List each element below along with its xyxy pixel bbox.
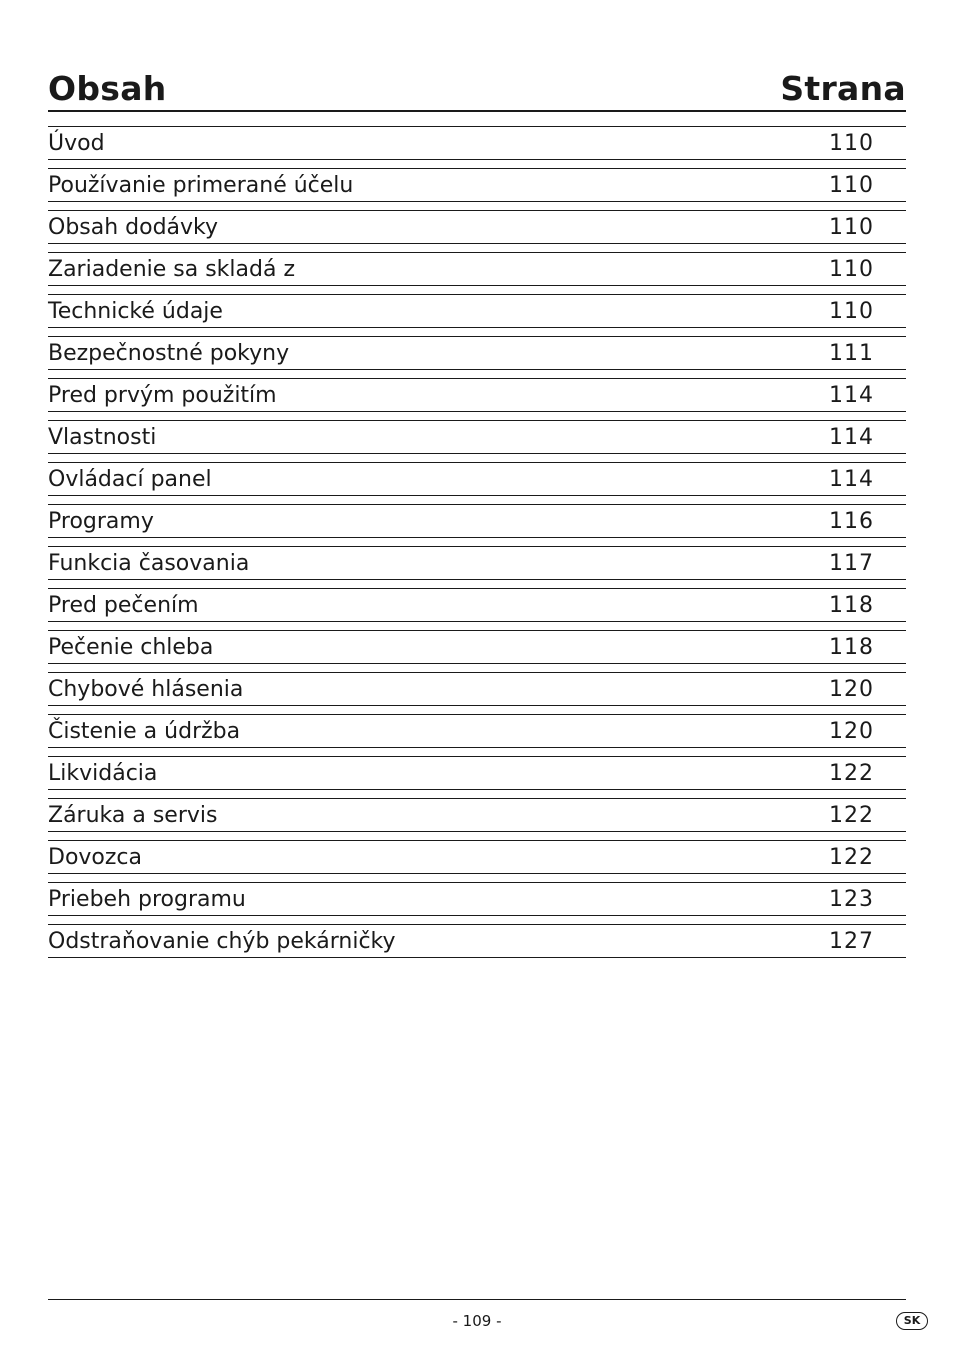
toc-entry-title: Pred prvým použitím [48,383,277,408]
toc-entry[interactable] [48,924,906,958]
toc-entry-page: 123 [829,887,874,912]
toc-entry-title: Obsah dodávky [48,215,219,240]
toc-entry-title: Funkcia časovania [48,551,250,576]
toc-entry-title: Zariadenie sa skladá z [48,257,295,282]
toc-entry[interactable] [48,630,906,664]
toc-entry[interactable] [48,168,906,202]
toc-entry[interactable] [48,462,906,496]
toc-entry[interactable] [48,378,906,412]
toc-entry[interactable] [48,882,906,916]
toc-entry[interactable] [48,504,906,538]
toc-entry-title: Priebeh programu [48,887,246,912]
footer-divider [48,1299,906,1300]
toc-entry-page: 127 [829,929,874,954]
toc-header [48,64,906,112]
toc-page-column-heading: Strana [780,69,906,108]
toc-entry-page: 118 [829,593,874,618]
toc-entry-title: Bezpečnostné pokyny [48,341,290,366]
toc-entry[interactable] [48,210,906,244]
toc-entry[interactable] [48,336,906,370]
toc-entry-page: 120 [829,677,874,702]
toc-entry-title: Čistenie a údržba [48,719,241,744]
toc-entry[interactable] [48,294,906,328]
toc-entry[interactable] [48,798,906,832]
toc-entry-page: 114 [829,425,874,450]
toc-entry-title: Chybové hlásenia [48,677,244,702]
language-badge: SK [896,1312,928,1330]
toc-title-heading: Obsah [48,69,167,108]
toc-entry[interactable] [48,714,906,748]
toc-list [48,126,906,966]
toc-entry-title: Vlastnosti [48,425,157,450]
toc-entry-page: 110 [829,257,874,282]
toc-entry-page: 110 [829,299,874,324]
document-page [48,0,921,1355]
toc-entry[interactable] [48,840,906,874]
toc-entry-page: 117 [829,551,874,576]
toc-entry[interactable] [48,672,906,706]
toc-entry-page: 122 [829,761,874,786]
toc-entry-title: Likvidácia [48,761,158,786]
toc-entry-page: 118 [829,635,874,660]
toc-entry-page: 110 [829,215,874,240]
toc-entry-title: Pred pečením [48,593,199,618]
toc-entry-page: 122 [829,803,874,828]
toc-entry-title: Technické údaje [48,299,223,324]
toc-entry-title: Odstraňovanie chýb pekárničky [48,929,396,954]
toc-entry[interactable] [48,546,906,580]
toc-entry[interactable] [48,420,906,454]
toc-entry[interactable] [48,252,906,286]
toc-entry[interactable] [48,588,906,622]
page-number: - 109 - [452,1312,502,1330]
toc-entry-page: 114 [829,383,874,408]
toc-entry-page: 120 [829,719,874,744]
toc-entry-title: Dovozca [48,845,143,870]
toc-entry-page: 114 [829,467,874,492]
toc-entry-title: Pečenie chleba [48,635,214,660]
toc-entry[interactable] [48,126,906,160]
toc-entry-page: 110 [829,131,874,156]
toc-entry-page: 111 [829,341,874,366]
toc-entry-title: Ovládací panel [48,467,212,492]
toc-entry-title: Úvod [48,131,105,156]
toc-entry-title: Používanie primerané účelu [48,173,354,198]
toc-entry-page: 116 [829,509,874,534]
toc-entry-page: 122 [829,845,874,870]
toc-entry[interactable] [48,756,906,790]
toc-entry-title: Záruka a servis [48,803,218,828]
toc-entry-page: 110 [829,173,874,198]
toc-entry-title: Programy [48,509,154,534]
